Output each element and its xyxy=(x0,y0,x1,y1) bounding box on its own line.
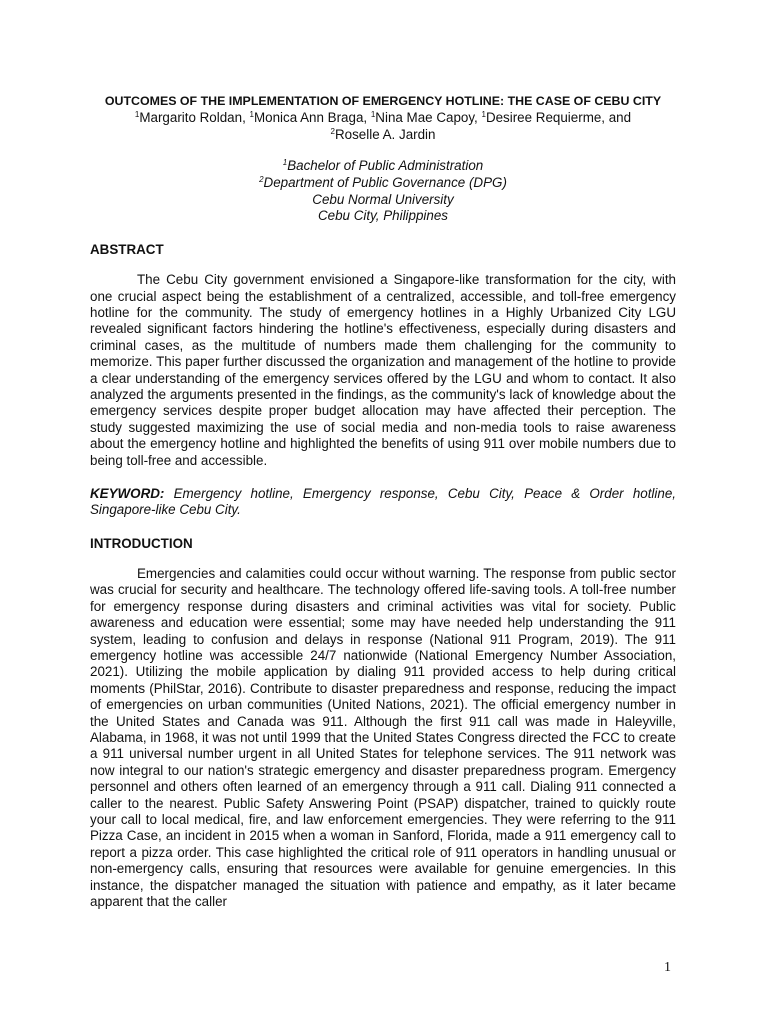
affiliation: $^2$Department of Public Governance (DPG) xyxy=(259,174,507,190)
abstract-heading: ABSTRACT xyxy=(90,242,164,258)
introduction-heading: INTRODUCTION xyxy=(90,535,193,551)
author: $^1$Nina Mae Capoy, xyxy=(370,110,482,125)
author-affiliation-mark: 2 xyxy=(330,127,335,136)
author: $^2$Roselle A. Jardin xyxy=(330,127,436,142)
affiliation: Cebu Normal University xyxy=(312,191,454,207)
introduction-paragraph: Emergencies and calamities could occur without warning. The response from public sector was crucial for security and healthcare. The technology offered life-saving tools. A toll-free number for emergency response during disasters and criminal activities was vital for society. Public awareness and education were essential; some may have needed help understanding the 911 system, leading to confusion and delays in response (National 911 Program, 2019). The 911 emergency hotline was accessible 24/7 nationwide (National Emergency Number Association, 2021). Utilizing the mobile application by dialing 911 provided access to help during critical moments (PhilStar, 2016). Contribute to disaster preparedness and response, reducing the impact of emergencies on urban communities (United Nations, 2021). The official emergency number in the United States and Canada was 911. Although the first 911 call was made in Haleyville, Alabama, in 1968, it was not until 1999 that the United States Congress directed the FCC to create a 911 universal number urgent in all United States for telephone services. The 911 network was now integral to our nation's strategic emergency and disaster preparedness program. Emergency personnel and others often learned of an emergency through a 911 call. Dialing 911 connected a caller to the nearest. Public Safety Answering Point (PSAP) dispatcher, trained to quickly route your call to local medical, fire, and law enforcement emergencies. They were referring to the 911 Pizza Case, an incident in 2015 when a woman in Sanford, Florida, made a 911 emergency call to report a pizza order. This case highlighted the critical role of 911 operators in handling unusual or non-emergency calls, ensuring that resources were available for genuine emergencies. In this instance, the dispatcher managed the situation with patience and empathy, as it later became apparent that the caller xyxy=(90,565,676,909)
keywords-label: KEYWORD: xyxy=(90,486,165,502)
author: $^1$Margarito Roldan, xyxy=(134,110,250,125)
author-affiliation-mark: 1 xyxy=(134,110,140,119)
author-affiliation-mark: 1 xyxy=(481,110,486,119)
keywords-text: Emergency hotline, Emergency response, Cebu City, Peace & Order hotline, Singapore-like Cebu City. xyxy=(90,486,676,518)
affiliation: Cebu City, Philippines xyxy=(317,208,448,224)
author-list xyxy=(90,109,676,143)
paper-title: OUTCOMES OF THE IMPLEMENTATION OF EMERGENCY HOTLINE: THE CASE OF CEBU CITY xyxy=(104,94,662,108)
author-affiliation-mark: 1 xyxy=(249,110,254,119)
affiliation: $^1$Bachelor of Public Administration xyxy=(282,158,484,173)
author: $^1$Monica Ann Braga, xyxy=(249,110,371,125)
author: $^1$Desiree Requierme, and xyxy=(481,110,632,125)
keywords-line xyxy=(90,486,676,519)
author-affiliation-mark: 1 xyxy=(370,110,376,119)
paper-page xyxy=(90,93,676,910)
abstract-paragraph: The Cebu City government envisioned a Singapore-like transformation for the city, with one crucial aspect being the establishment of a centralized, accessible, and toll-free emergency hotline for the community. The study of emergency hotlines in a Highly Urbanized City LGU revealed significant factors hindering the hotline's effectiveness, especially during disasters and criminal cases, as the multitude of numbers made them challenging for the community to memorize. This paper further discussed the organization and management of the hotline to provide a clear understanding of the emergency services offered by the LGU and whom to contact. It also analyzed the arguments presented in the findings, as the community's lack of knowledge about the emergency services despite proper budget allocation may have affected their perception. The study suggested maximizing the use of social media and non-media tools to raise awareness about the emergency hotline and highlighted the benefits of using 911 over mobile numbers due to being toll-free and accessible. xyxy=(90,272,676,468)
page-number: 1 xyxy=(664,960,671,975)
affiliation-block xyxy=(90,158,676,225)
